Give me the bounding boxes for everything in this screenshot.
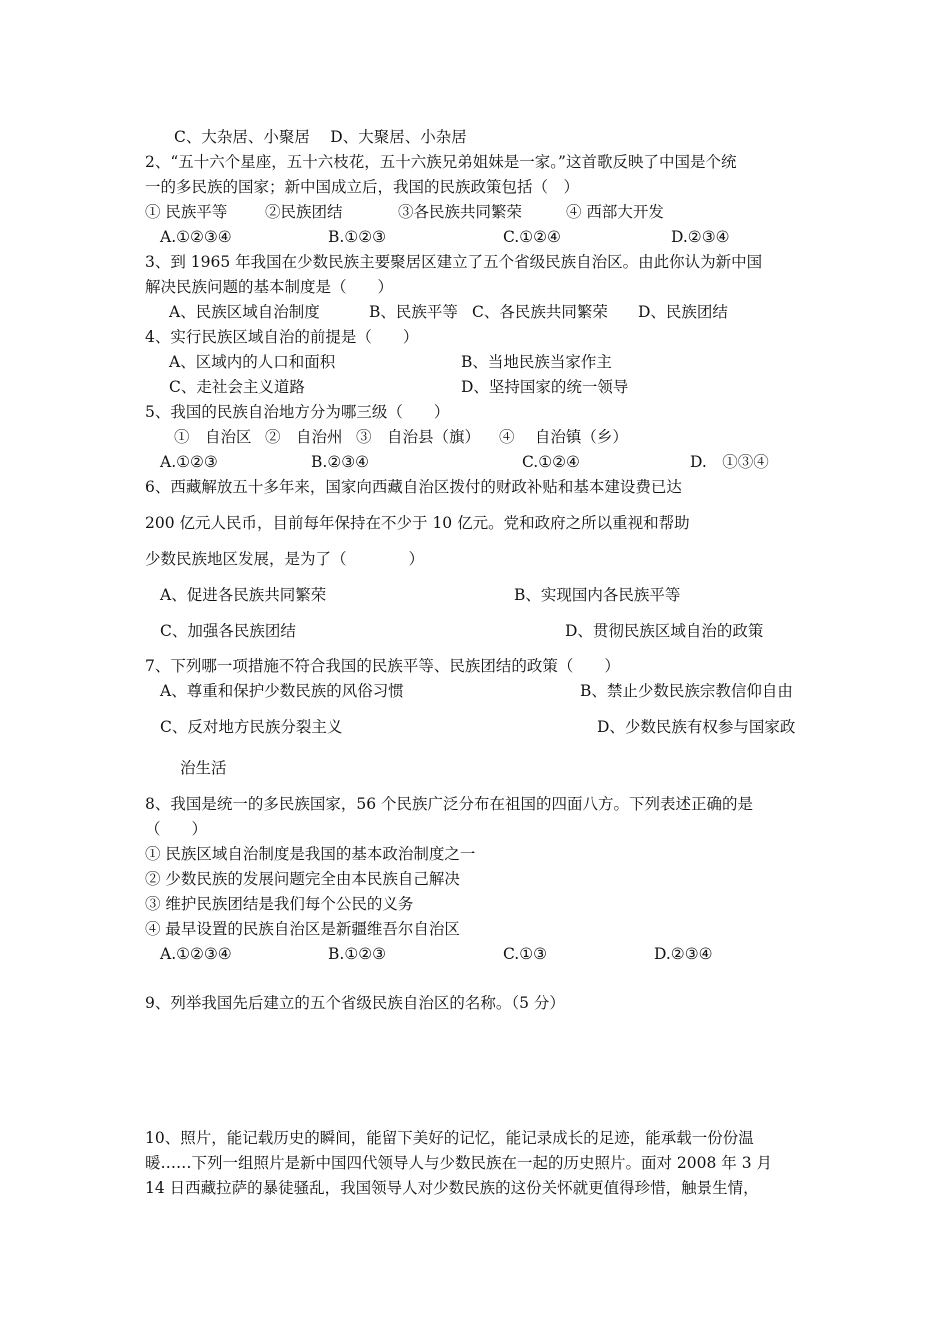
q8-option-b: B.①②③ (328, 945, 387, 963)
q6-stem-line1: 6、西藏解放五十多年来，国家向西藏自治区拨付的财政补贴和基本建设费已达 (145, 478, 682, 496)
q10-stem-line3: 14 日西藏拉萨的暴徒骚乱，我国领导人对少数民族的这份关怀就更值得珍惜，触景生情， (145, 1179, 759, 1197)
q7-option-a: A、尊重和保护少数民族的风俗习惯 (160, 682, 404, 700)
q7-option-c: C、反对地方民族分裂主义 (160, 718, 343, 736)
q6-option-d: D、贯彻民族区域自治的政策 (565, 622, 764, 640)
q4-option-a: A、区域内的人口和面积 (169, 353, 336, 371)
q2-option-b: B.①②③ (328, 228, 387, 246)
q4-option-c: C、走社会主义道路 (169, 378, 305, 396)
q5-option-d: D. ①③④ (690, 453, 769, 471)
q10-stem-line1: 10、照片，能记载历史的瞬间，能留下美好的记忆，能记录成长的足迹，能承载一份份温 (145, 1129, 754, 1147)
q8-option-d: D.②③④ (654, 945, 713, 963)
q3-option-d: D、民族团结 (638, 303, 728, 321)
q6-option-a: A、促进各民族共同繁荣 (160, 586, 327, 604)
q2-stem-line1: 2、“五十六个星座，五十六枝花，五十六族兄弟姐妹是一家。”这首歌反映了中国是个统 (145, 153, 737, 171)
q5-item: ② 自治州 (265, 428, 343, 446)
q2-option-a: A.①②③④ (160, 228, 232, 246)
q7-option-b: B、禁止少数民族宗教信仰自由 (580, 682, 793, 700)
q2-option-c: C.①②④ (503, 228, 561, 246)
q7-option-d-continued: 治生活 (180, 759, 227, 777)
q4-option-b: B、当地民族当家作主 (461, 353, 612, 371)
q5-item: ④ 自治镇（乡） (499, 428, 628, 446)
q2-option-d: D.②③④ (671, 228, 730, 246)
q3-option-a: A、民族区域自治制度 (169, 303, 320, 321)
q6-stem-line2: 200 亿元人民币，目前每年保持在不少于 10 亿元。党和政府之所以重视和帮助 (145, 514, 690, 532)
q8-item: ④ 最早设置的民族自治区是新疆维吾尔自治区 (145, 920, 460, 938)
q7-option-d: D、少数民族有权参与国家政 (597, 718, 796, 736)
q4-stem: 4、实行民族区域自治的前提是（ ） (145, 328, 419, 346)
q1-options-cd: C、大杂居、小聚居 D、大聚居、小杂居 (174, 128, 467, 146)
q8-option-c: C.①③ (503, 945, 548, 963)
q5-item: ① 自治区 (174, 428, 252, 446)
q3-stem-line1: 3、到 1965 年我国在少数民族主要聚居区建立了五个省级民族自治区。由此你认为新中国 (145, 253, 763, 271)
q5-stem: 5、我国的民族自治地方分为哪三级（ ） (145, 403, 450, 421)
q6-option-c: C、加强各民族团结 (160, 622, 296, 640)
q8-stem-line1: 8、我国是统一的多民族国家，56 个民族广泛分布在祖国的四面八方。下列表述正确的是 (145, 795, 754, 813)
q5-option-b: B.②③④ (311, 453, 370, 471)
q8-item: ① 民族区域自治制度是我国的基本政治制度之一 (145, 845, 476, 863)
q8-item: ② 少数民族的发展问题完全由本民族自己解决 (145, 870, 460, 888)
q2-item: ④ 西部大开发 (566, 203, 664, 221)
q5-option-a: A.①②③ (160, 453, 218, 471)
q9-stem: 9、列举我国先后建立的五个省级民族自治区的名称。（5 分） (145, 994, 565, 1012)
q5-item: ③ 自治县（旗） (356, 428, 481, 446)
q2-item: ③各民族共同繁荣 (398, 203, 523, 221)
q8-option-a: A.①②③④ (160, 945, 232, 963)
q2-stem-line2: 一的多民族的国家；新中国成立后，我国的民族政策包括（ ） (145, 178, 580, 196)
q3-option-b: B、民族平等 (369, 303, 458, 321)
q4-option-d: D、坚持国家的统一领导 (461, 378, 629, 396)
q3-stem-line2: 解决民族问题的基本制度是（ ） (145, 278, 394, 296)
q8-stem-line2: （ ） (145, 820, 208, 838)
q5-option-c: C.①②④ (522, 453, 580, 471)
q7-stem: 7、下列哪一项措施不符合我国的民族平等、民族团结的政策（ ） (145, 657, 620, 675)
q6-option-b: B、实现国内各民族平等 (514, 586, 681, 604)
q2-item: ① 民族平等 (145, 203, 228, 221)
q10-stem-line2: 暖……下列一组照片是新中国四代领导人与少数民族在一起的历史照片。面对 2008 年 3 月 (145, 1154, 773, 1172)
q8-item: ③ 维护民族团结是我们每个公民的义务 (145, 895, 414, 913)
q3-option-c: C、各民族共同繁荣 (472, 303, 608, 321)
q6-stem-line3: 少数民族地区发展，是为了（ ） (145, 550, 425, 568)
q2-item: ②民族团结 (265, 203, 343, 221)
